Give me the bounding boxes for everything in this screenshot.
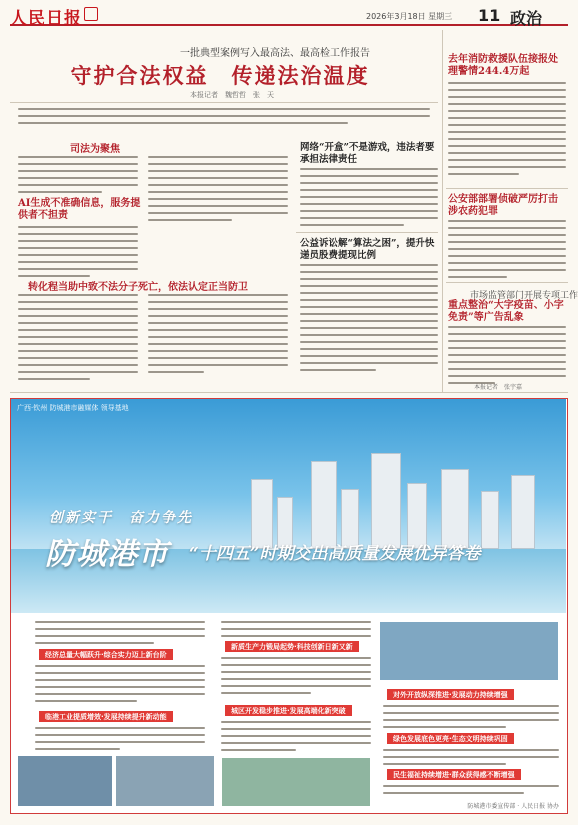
ad-bar-7: 民生福祉持续增进·群众获得感不断增强 [387, 769, 521, 780]
building [511, 475, 535, 549]
ad-bar-4: 城区开发稳步推进·发展高端化新突破 [225, 705, 352, 716]
page-number: 11 [478, 6, 501, 25]
section-divider [10, 392, 568, 393]
ad-hero-image [11, 399, 566, 613]
industry-photo [115, 755, 215, 807]
port-photo [17, 755, 113, 807]
ad-city-name: 防城港市 [45, 537, 169, 572]
ad-slogan: 创新实干 奋力争先 [49, 510, 193, 526]
ad-mid-text-3 [221, 721, 371, 756]
lead-col1-text-3 [18, 294, 138, 385]
lead-rule [10, 102, 438, 103]
ad-badge: 广西·钦州 防城港市融媒体 领导基地 [17, 404, 129, 412]
lead-byline: 本报记者 魏哲哲 张 天 [190, 91, 274, 99]
dateline: 2026年3月18日 星期三 [366, 12, 453, 21]
ad-bar-5: 对外开放纵深推进·发展动力持续增强 [387, 689, 514, 700]
lead-subhead-2: AI生成不准确信息，服务提供者不担责 [18, 198, 141, 221]
mid-text-2 [300, 264, 438, 376]
right-rule-2 [446, 282, 568, 283]
seal-icon [84, 7, 98, 21]
right-text-1 [448, 82, 566, 180]
section-title: 政治 [510, 9, 543, 28]
right-byline: 本报记者 张宇嘉 [474, 384, 523, 391]
right-head-2: 公安部部署侦破严厉打击涉农药犯罪 [448, 194, 558, 217]
town-photo [221, 757, 371, 807]
ad-text-2 [35, 727, 205, 755]
ad-right-text-3 [383, 785, 559, 799]
ad-mid-text [221, 621, 371, 642]
ad-bar-3: 新质生产力锻局起势·科技创新日新又新 [225, 641, 359, 652]
ad-bar-1: 经济总量大幅跃升·综合实力迈上新台阶 [39, 649, 173, 660]
lead-col1-text-2 [18, 226, 138, 282]
ad-footer: 防城港市委宣传部 · 人民日报 协办 [467, 803, 559, 810]
newspaper-logo: 人民日报 [10, 9, 82, 29]
lead-headline: 守护合法权益 传递法治温度 [70, 63, 370, 88]
right-rule-1 [446, 188, 568, 189]
mid-rule [296, 232, 438, 233]
ad-mid-text-2 [221, 657, 371, 699]
lead-kicker: 一批典型案例写入最高法、最高检工作报告 [180, 48, 370, 59]
building [481, 491, 499, 549]
right-text-3 [448, 326, 566, 389]
ad-intro-text [35, 621, 205, 649]
building [311, 461, 337, 549]
mid-head-2: 公益诉讼解“算法之困”，提升快递员股费提现比例 [300, 238, 435, 261]
lead-subhead-1: 司法为聚焦 [70, 144, 120, 155]
ad-bar-6: 绿色发展底色更亮·生态文明持续巩固 [387, 733, 514, 744]
column-divider [442, 30, 443, 392]
lead-col1-text [18, 156, 138, 198]
building [441, 469, 469, 549]
advertorial [10, 398, 568, 814]
ad-bar-2: 临港工业提质增效·发展持续提升新动能 [39, 711, 173, 722]
mid-head-1: 网络“开盒”不是游戏，违法者要承担法律责任 [300, 142, 435, 165]
ad-right-text-2 [383, 749, 559, 770]
lead-col2-text [148, 156, 288, 226]
lead-col2-text-2 [148, 294, 288, 378]
right-text-2 [448, 220, 566, 283]
building [371, 453, 401, 549]
ad-right-text-1 [383, 705, 559, 733]
right-head-4: 重点整治“大字疫苗、小字免责”等广告乱象 [448, 300, 564, 323]
lead-subhead-3: 转化程当助中致不法分子死亡，依法认定正当防卫 [28, 282, 248, 293]
bridge-photo [379, 621, 559, 681]
mid-text-1 [300, 168, 438, 231]
masthead [10, 4, 568, 29]
ad-text-1 [35, 665, 205, 707]
right-head-1: 去年消防救援队伍接报处理警情244.4万起 [448, 54, 558, 77]
right-head-3: 市场监管部门开展专项工作 [470, 291, 578, 301]
lead-intro-text [18, 108, 430, 129]
ad-title: “十四五”时期交出高质量发展优异答卷 [189, 544, 481, 564]
